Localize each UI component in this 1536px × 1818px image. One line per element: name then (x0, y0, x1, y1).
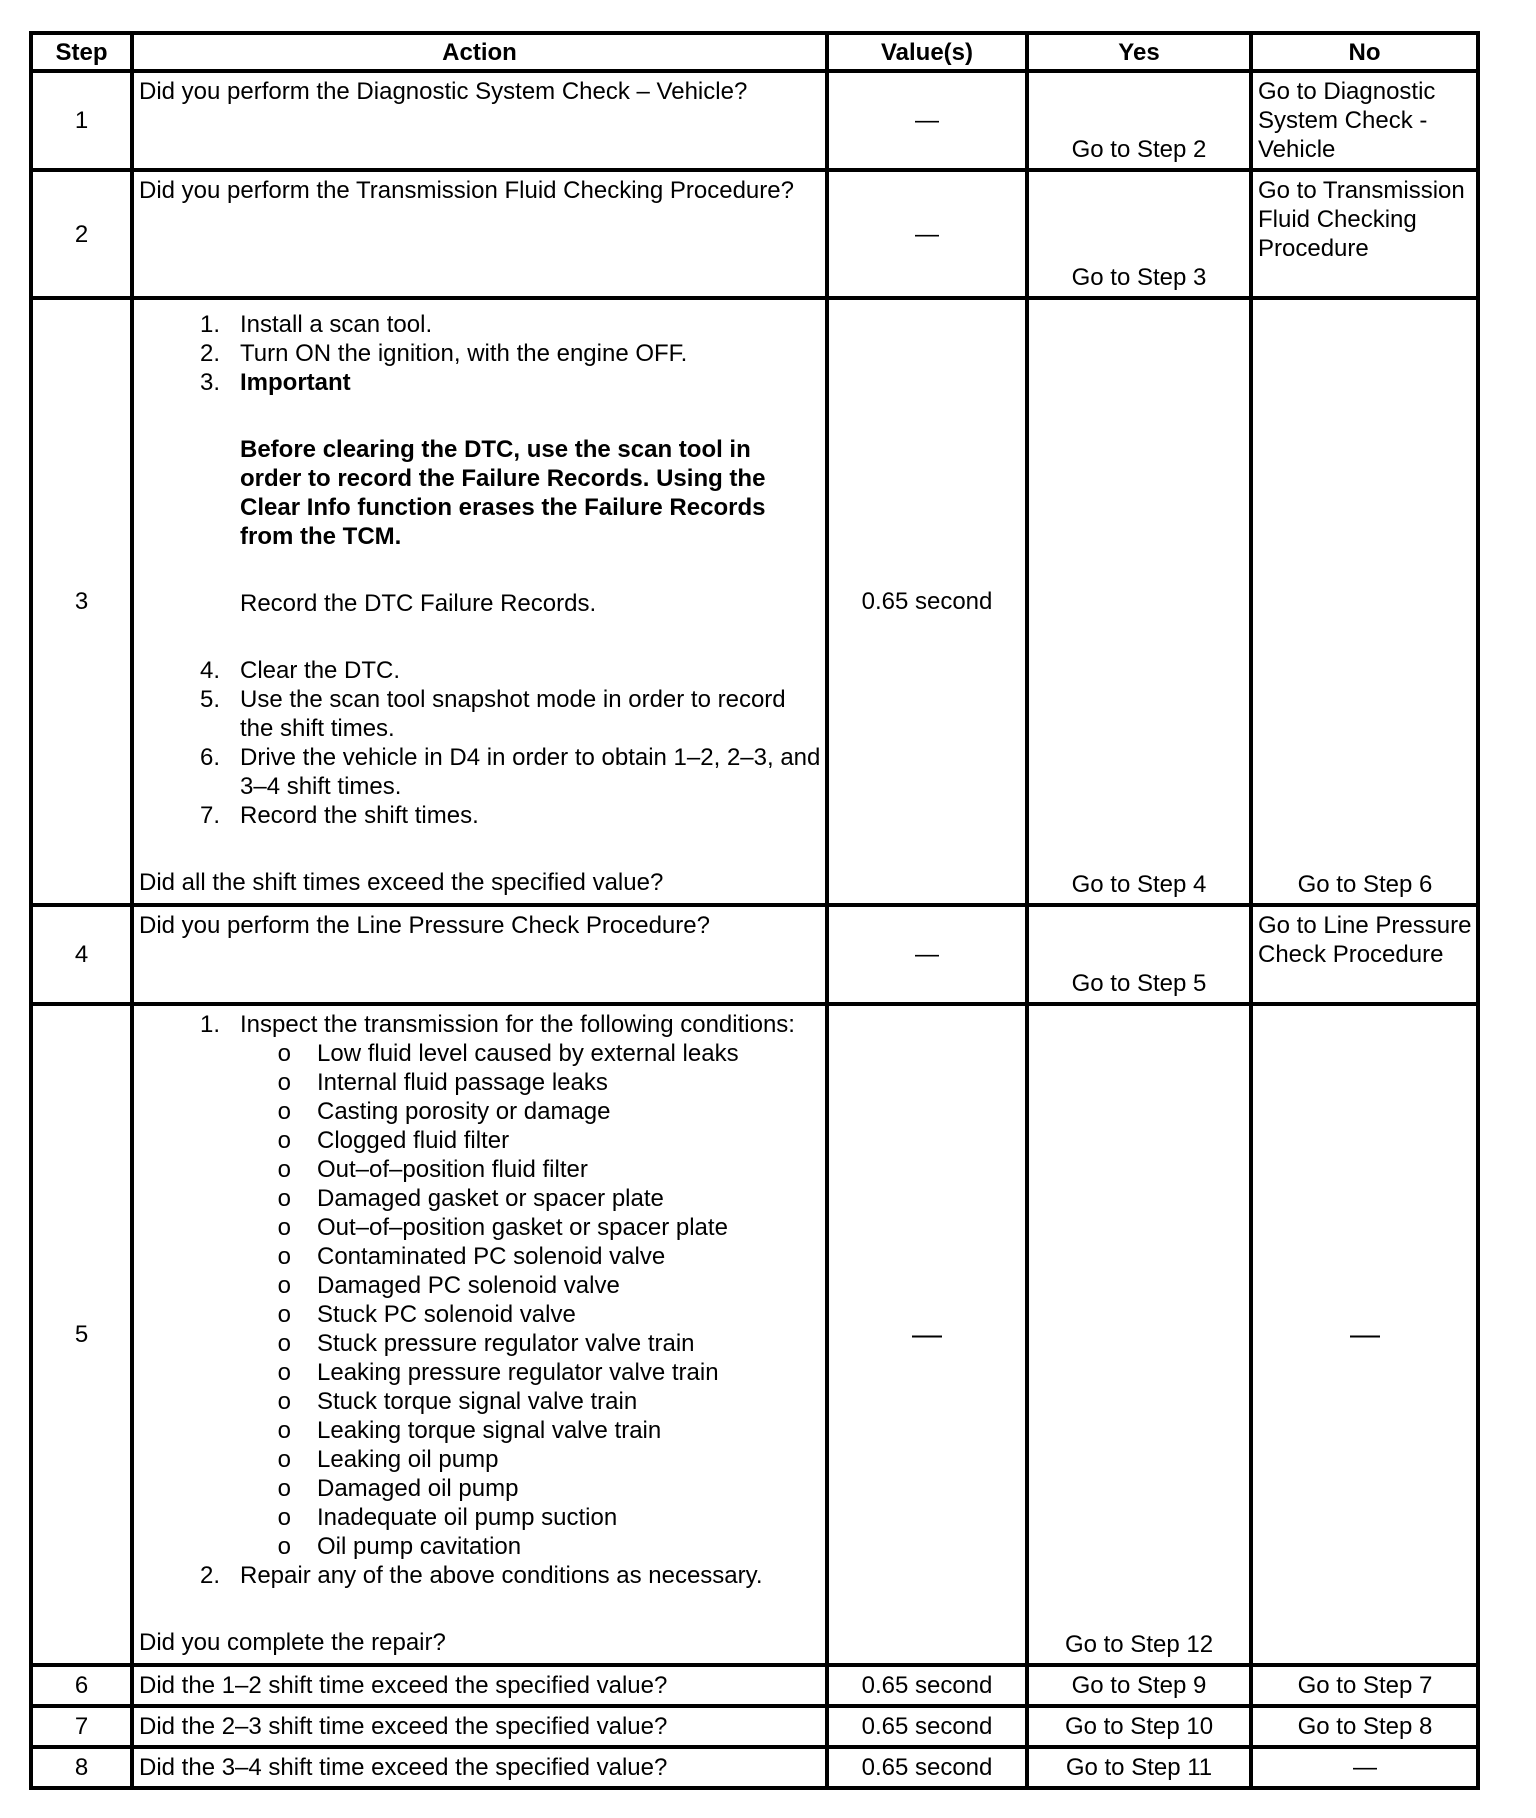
table-row (31, 1747, 1478, 1788)
item-number: 2. (199, 340, 220, 367)
bullet-marker: o (277, 1127, 291, 1154)
condition-text: Damaged PC solenoid valve (317, 1272, 620, 1299)
bullet-marker: o (277, 1243, 291, 1270)
value-cell: — (827, 170, 1027, 298)
header-action: Action (132, 33, 827, 71)
step-number: 7 (31, 1706, 132, 1747)
conditions-list (139, 1039, 821, 1561)
bullet-marker: o (277, 1301, 291, 1328)
no-cell: Go to Step 7 (1251, 1665, 1478, 1706)
condition-text: Clogged fluid filter (317, 1127, 510, 1154)
action-text: Did you perform the Transmission Fluid Checking Procedure? (132, 170, 827, 298)
condition-text: Stuck torque signal valve train (317, 1388, 638, 1415)
condition-text: Oil pump cavitation (317, 1533, 522, 1560)
no-cell: — (1251, 1004, 1478, 1665)
bullet-marker: o (277, 1504, 291, 1531)
bullet-marker: o (277, 1040, 291, 1067)
value-cell: 0.65 second (827, 1706, 1027, 1747)
list-item (139, 368, 821, 397)
list-item (139, 339, 821, 368)
item-text: Repair any of the above conditions as necessary. (240, 1562, 763, 1589)
condition-item (139, 1126, 821, 1155)
condition-text: Leaking torque signal valve train (317, 1417, 662, 1444)
list-item (139, 743, 821, 801)
action-text: Did the 2–3 shift time exceed the specified value? (132, 1706, 827, 1747)
condition-item (139, 1532, 821, 1561)
step-number: 1 (31, 71, 132, 170)
bullet-marker: o (277, 1533, 291, 1560)
condition-item (139, 1213, 821, 1242)
value-cell: — (827, 71, 1027, 170)
value-cell: — (827, 905, 1027, 1004)
condition-text: Out–of–position gasket or spacer plate (317, 1214, 728, 1241)
no-cell: Go to Line Pressure Check Procedure (1251, 905, 1478, 1004)
value-cell: 0.65 second (827, 1747, 1027, 1788)
condition-item (139, 1474, 821, 1503)
yes-cell: Go to Step 10 (1027, 1706, 1251, 1747)
value-cell: — (827, 1004, 1027, 1665)
list-item (139, 656, 821, 685)
step-number: 2 (31, 170, 132, 298)
action-text: Did you perform the Line Pressure Check Procedure? (132, 905, 827, 1004)
no-cell: Go to Step 8 (1251, 1706, 1478, 1747)
item-text: Install a scan tool. (240, 311, 433, 338)
item-number: 5. (199, 686, 220, 713)
diagnostic-table (29, 31, 1480, 1790)
bullet-marker: o (277, 1359, 291, 1386)
condition-text: Contaminated PC solenoid valve (317, 1243, 666, 1270)
yes-cell: Go to Step 9 (1027, 1665, 1251, 1706)
bullet-marker: o (277, 1098, 291, 1125)
action-text: Did the 1–2 shift time exceed the specified value? (132, 1665, 827, 1706)
step-number: 3 (31, 298, 132, 905)
condition-item (139, 1155, 821, 1184)
important-label: Important (240, 369, 351, 396)
condition-item (139, 1097, 821, 1126)
table-row (31, 1004, 1478, 1665)
condition-text: Stuck PC solenoid valve (317, 1301, 576, 1328)
no-cell: — (1251, 1747, 1478, 1788)
bullet-marker: o (277, 1214, 291, 1241)
record-text: Record the DTC Failure Records. (240, 590, 597, 617)
question-text: Did all the shift times exceed the specified value? (139, 869, 664, 896)
yes-cell: Go to Step 12 (1027, 1004, 1251, 1665)
item-text: Inspect the transmission for the following conditions: (240, 1011, 795, 1038)
table-row (31, 1706, 1478, 1747)
header-no: No (1251, 33, 1478, 71)
yes-cell: Go to Step 5 (1027, 905, 1251, 1004)
no-cell: Go to Step 6 (1251, 298, 1478, 905)
step-number: 8 (31, 1747, 132, 1788)
question-text: Did you complete the repair? (139, 1629, 446, 1656)
bullet-marker: o (277, 1330, 291, 1357)
step-number: 5 (31, 1004, 132, 1665)
bullet-marker: o (277, 1069, 291, 1096)
step-number: 6 (31, 1665, 132, 1706)
condition-item (139, 1503, 821, 1532)
table-row (31, 298, 1478, 905)
item-number: 3. (199, 369, 220, 396)
item-number: 1. (199, 1011, 220, 1038)
action-cell (132, 1004, 827, 1665)
condition-item (139, 1416, 821, 1445)
table-row (31, 170, 1478, 298)
condition-text: Casting porosity or damage (317, 1098, 611, 1125)
header-yes: Yes (1027, 33, 1251, 71)
bullet-marker: o (277, 1156, 291, 1183)
header-row (31, 33, 1478, 71)
item-text: Use the scan tool snapshot mode in order to record the shift times. (240, 686, 786, 742)
condition-item (139, 1039, 821, 1068)
list-item (139, 1010, 821, 1039)
value-cell: 0.65 second (827, 1665, 1027, 1706)
condition-item (139, 1184, 821, 1213)
item-number: 7. (199, 802, 220, 829)
action-text: Did you perform the Diagnostic System Check – Vehicle? (132, 71, 827, 170)
bullet-marker: o (277, 1185, 291, 1212)
condition-text: Out–of–position fluid filter (317, 1156, 588, 1183)
condition-text: Damaged oil pump (317, 1475, 519, 1502)
condition-item (139, 1445, 821, 1474)
condition-text: Leaking oil pump (317, 1446, 499, 1473)
list-item (139, 685, 821, 743)
condition-item (139, 1068, 821, 1097)
yes-cell: Go to Step 11 (1027, 1747, 1251, 1788)
condition-item (139, 1387, 821, 1416)
condition-item (139, 1358, 821, 1387)
header-step: Step (31, 33, 132, 71)
item-number: 2. (199, 1562, 220, 1589)
condition-text: Inadequate oil pump suction (317, 1504, 618, 1531)
yes-cell: Go to Step 2 (1027, 71, 1251, 170)
step-number: 4 (31, 905, 132, 1004)
list-item (139, 1561, 821, 1590)
condition-item (139, 1271, 821, 1300)
item-text: Record the shift times. (240, 802, 479, 829)
item-number: 6. (199, 744, 220, 771)
item-text: Clear the DTC. (240, 657, 401, 684)
bullet-marker: o (277, 1417, 291, 1444)
header-values: Value(s) (827, 33, 1027, 71)
condition-text: Stuck pressure regulator valve train (317, 1330, 695, 1357)
condition-text: Damaged gasket or spacer plate (317, 1185, 664, 1212)
list-item (139, 310, 821, 339)
no-cell: Go to Diagnostic System Check - Vehicle (1251, 71, 1478, 170)
bullet-marker: o (277, 1272, 291, 1299)
item-number: 4. (199, 657, 220, 684)
table-row (31, 71, 1478, 170)
item-number: 1. (199, 311, 220, 338)
yes-cell: Go to Step 3 (1027, 170, 1251, 298)
condition-item (139, 1300, 821, 1329)
condition-text: Low fluid level caused by external leaks (317, 1040, 739, 1067)
bullet-marker: o (277, 1388, 291, 1415)
action-text: Did the 3–4 shift time exceed the specified value? (132, 1747, 827, 1788)
condition-item (139, 1242, 821, 1271)
list-item (139, 801, 821, 830)
bullet-marker: o (277, 1475, 291, 1502)
item-text: Turn ON the ignition, with the engine OFF. (240, 340, 688, 367)
important-note: Before clearing the DTC, use the scan tool in order to record the Failure Records. Using the Clear Info function erases the Failure Records from the TCM. (240, 436, 766, 550)
action-cell (132, 298, 827, 905)
table-row (31, 905, 1478, 1004)
condition-text: Internal fluid passage leaks (317, 1069, 608, 1096)
item-text: Drive the vehicle in D4 in order to obtain 1–2, 2–3, and 3–4 shift times. (240, 744, 821, 800)
condition-text: Leaking pressure regulator valve train (317, 1359, 719, 1386)
condition-item (139, 1329, 821, 1358)
bullet-marker: o (277, 1446, 291, 1473)
no-cell: Go to Transmission Fluid Checking Procedure (1251, 170, 1478, 298)
table-row (31, 1665, 1478, 1706)
yes-cell: Go to Step 4 (1027, 298, 1251, 905)
value-cell: 0.65 second (827, 298, 1027, 905)
